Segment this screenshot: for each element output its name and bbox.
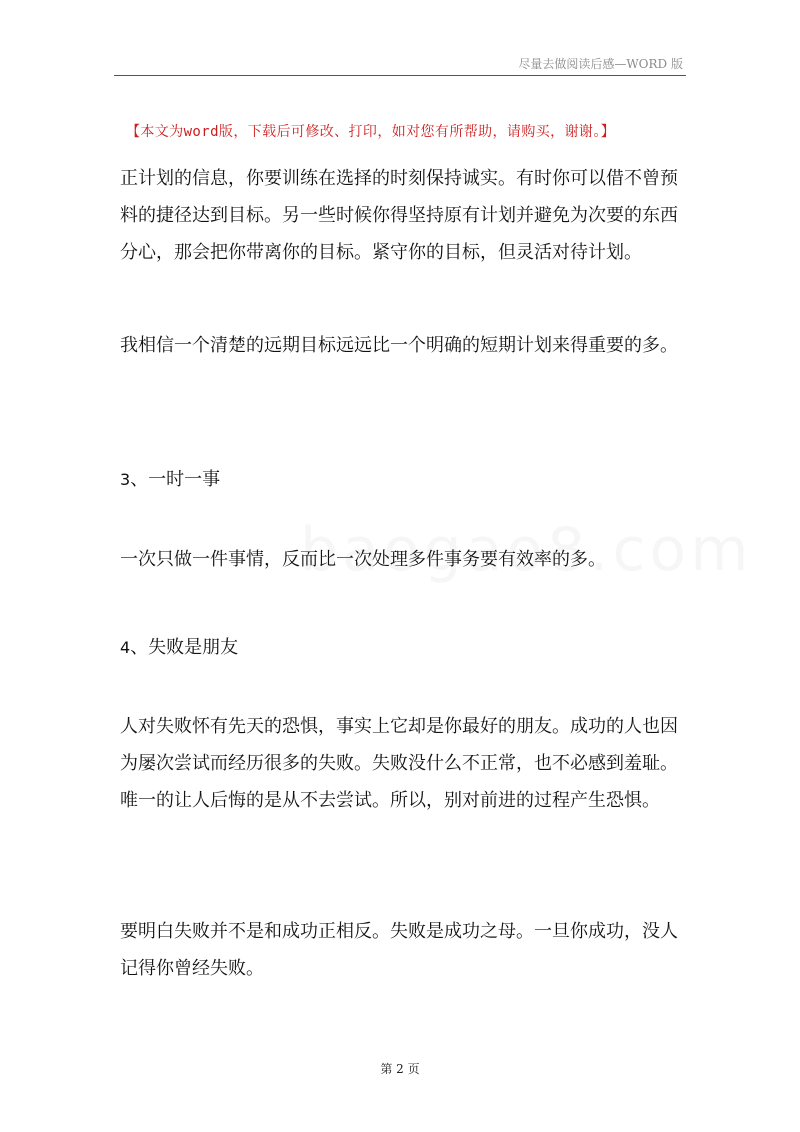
- section-number: 4: [120, 638, 131, 657]
- section-number: 3: [120, 470, 131, 489]
- section-heading-3: [120, 465, 220, 491]
- section-heading-4: [120, 633, 238, 659]
- section-title: 、一时一事: [130, 469, 221, 490]
- download-notice: 【本文为word版，下载后可修改、打印，如对您有所帮助，请购买，谢谢。】: [126, 124, 616, 140]
- paragraph-failure-friend: 人对失败怀有先天的恐惧，事实上它却是你最好的朋友。成功的人也因为屡次尝试而经历很多的失败。失败没什么不正常，也不必感到羞耻。唯一的让人后悔的是从不去尝试。所以，别对前进的过程产生恐惧。: [120, 716, 678, 811]
- paragraph-failure-success: 要明白失败并不是和成功正相反。失败是成功之母。一旦你成功，没人记得你曾经失败。: [120, 921, 678, 979]
- header-divider: [114, 75, 686, 76]
- page-number: 第 2 页: [380, 1062, 420, 1076]
- paragraph-plan-honesty: 正计划的信息，你要训练在选择的时刻保持诚实。有时你可以借不曾预料的捷径达到目标。另一些时候你得坚持原有计划并避免为次要的东西分心，那会把你带离你的目标。紧守你的目标，但灵活对待计划。: [120, 168, 678, 263]
- section-title: 、失败是朋友: [130, 637, 239, 658]
- header-title: 尽量去做阅读后感—WORD 版: [518, 57, 683, 71]
- paragraph-one-thing: 一次只做一件事情，反而比一次处理多件事务要有效率的多。: [120, 549, 606, 570]
- paragraph-long-term-goal: 我相信一个清楚的远期目标远远比一个明确的短期计划来得重要的多。: [120, 335, 678, 356]
